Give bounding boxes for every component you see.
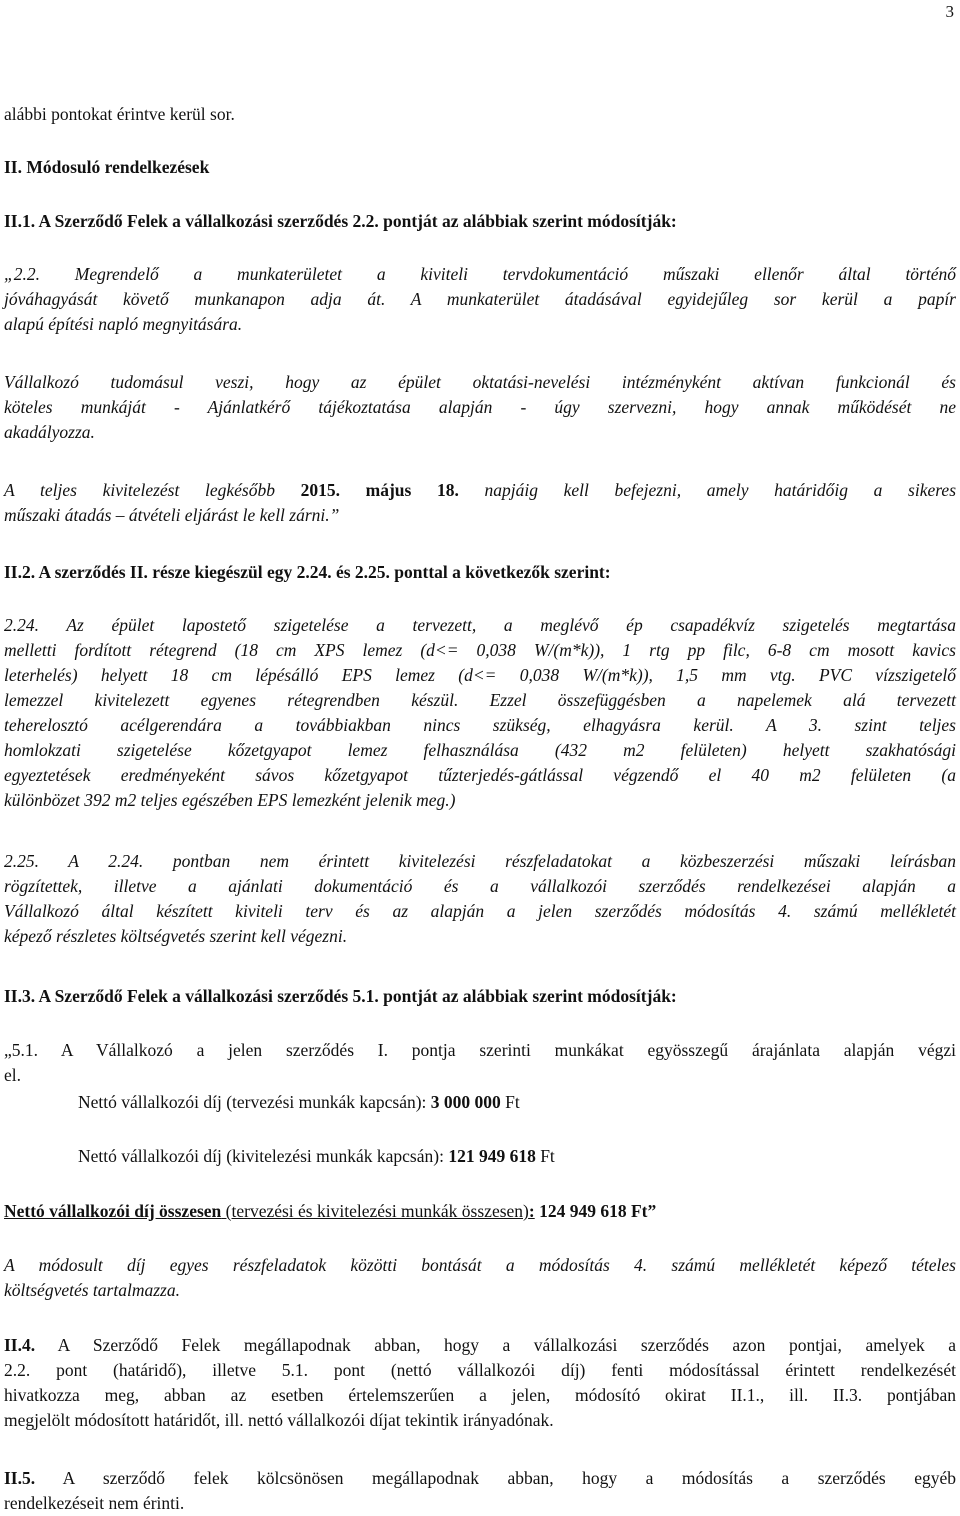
total-fee-line (4, 1199, 956, 1224)
deadline-pre: A teljes kivitelezést legkésőbb (4, 480, 301, 500)
paragraph-2-24 (4, 613, 956, 813)
paragraph-ii-4 (4, 1333, 956, 1433)
paragraph-line (4, 1466, 956, 1491)
paragraph-line: különbözet 392 m2 teljes egészében EPS lemezként jelenik meg.) (4, 790, 456, 810)
section-ii1-heading: II.1. A Szerződő Felek a vállalkozási szerződés 2.2. pontját az alábbiak szerint módosítják: (4, 211, 677, 231)
paragraph-line (4, 1333, 956, 1358)
intro-line: alábbi pontokat érintve kerül sor. (4, 104, 235, 124)
paragraph-line: egyeztetések eredményeként sávos kőzetgyapot tűzterjedés-gátlással végzendő el 40 m2 felületen (a (4, 765, 956, 785)
paragraph-line: rendelkezéseit nem érinti. (4, 1493, 185, 1513)
fee-design-line (4, 1090, 956, 1115)
paragraph-2-25 (4, 849, 956, 949)
ii4-text: A Szerződő Felek megállapodnak abban, hogy a vállalkozási szerződés azon pontjai, amelyek a (35, 1335, 956, 1355)
paragraph-line: megjelölt módosított határidőt, ill. nettó vállalkozói díjat tekintik irányadónak. (4, 1410, 554, 1430)
paragraph-2-2-line: jóváhagyását követő munkanapon adja át. A munkaterület átadásával egyidejűleg sor kerül a papír (4, 289, 956, 309)
page-number: 3 (945, 2, 954, 21)
paragraph-line: homlokzati szigetelése kőzetgyapot lemez felhasználása (432 m2 felületen) helyett szakhatósági (4, 740, 956, 760)
ii5-label: II.5. (4, 1468, 36, 1488)
total-colon: : (528, 1201, 535, 1221)
paragraph-line: akadályozza. (4, 422, 95, 442)
paragraph-line: köteles munkáját - Ajánlatkérő tájékoztatása alapján - úgy szervezni, hogy annak működését ne (4, 397, 956, 417)
fee-design-unit: Ft (500, 1092, 520, 1112)
paragraph-line: 2.2. pont (határidő), illetve 5.1. pont (nettó vállalkozói díj) fenti módosítással érintett rendelkezését (4, 1360, 956, 1380)
paragraph-line: Vállalkozó által készített kiviteli terv és az alapján a jelen szerződés módosítás 4. számú mellékletét (4, 901, 956, 921)
fee-build-unit: Ft (535, 1146, 555, 1166)
section-ii2-heading: II.2. A szerződés II. része kiegészül egy 2.24. és 2.25. ponttal a következők szerint: (4, 562, 611, 582)
paragraph-line: lemezzel kivitelezett egyenes rétegrendben készül. Ezzel összefüggésben a napelemek alá tervezett (4, 690, 956, 710)
paragraph-line: rögzítettek, illetve a ajánlati dokumentáció és a vállalkozói szerződés rendelkezései alapján a (4, 876, 956, 896)
paragraph-5-1 (4, 1038, 956, 1088)
fee-build-label: Nettó vállalkozói díj (kivitelezési munkák kapcsán): (78, 1146, 449, 1166)
paragraph-line: teherelosztó acélgerendára a továbbiakban nincs szükség, elhagyásra kerül. A 3. szint teljes (4, 715, 956, 735)
paragraph-modosult-dij (4, 1253, 956, 1303)
paragraph-line: Vállalkozó tudomásul veszi, hogy az épület oktatási-nevelési intézményként aktívan funkcionál és (4, 372, 956, 392)
paragraph-line: leterhelés) helyett 18 cm lépésálló EPS lemez (d<= 0,038 W/(m*k)), 1,5 mm vtg. PVC vízszigetelő (4, 665, 956, 685)
paragraph-vallalkozo (4, 370, 956, 445)
deadline-line: műszaki átadás – átvételi eljárást le kell zárni.” (4, 505, 340, 525)
paragraph-5-1-line: el. (4, 1065, 22, 1085)
fee-build-amount: 121 949 618 (448, 1146, 536, 1166)
paragraph-line: hivatkozza meg, abban az esetben értelemszerűen a jelen, módosító okirat II.1., ill. II.3. pontjában (4, 1385, 956, 1405)
fee-build-line (4, 1144, 956, 1169)
ii4-label: II.4. (4, 1335, 36, 1355)
paragraph-5-1-line: „5.1. A Vállalkozó a jelen szerződés I. pontja szerinti munkákat egyösszegű árajánlata alapján végzi (4, 1040, 956, 1060)
paragraph-ii-5 (4, 1466, 956, 1516)
paragraph-deadline (4, 478, 956, 528)
fee-design-label: Nettó vállalkozói díj (tervezési munkák kapcsán): (78, 1092, 431, 1112)
paragraph-line: költségvetés tartalmazza. (4, 1280, 180, 1300)
paragraph-2-2 (4, 262, 956, 337)
fee-design-amount: 3 000 000 (430, 1092, 501, 1112)
section-ii-heading: II. Módosuló rendelkezések (4, 157, 210, 177)
total-amount: 124 949 618 Ft” (534, 1201, 657, 1221)
total-label: Nettó vállalkozói díj összesen (4, 1201, 222, 1221)
paragraph-line: 2.24. Az épület lapostető szigetelése a tervezett, a meglévő ép csapadékvíz szigetelés megtartása (4, 615, 956, 635)
ii5-text: A szerződő felek kölcsönösen megállapodnak abban, hogy a módosítás a szerződés egyéb (35, 1468, 956, 1488)
paragraph-line: melletti fordított rétegrend (18 cm XPS lemez (d<= 0,038 W/(m*k)), 1 rtg pp filc, 6-8 cm mosott kavics (4, 640, 956, 660)
paragraph-2-2-line: „2.2. Megrendelő a munkaterületet a kiviteli tervdokumentáció műszaki ellenőr által történő (4, 264, 956, 284)
paragraph-line: képező részletes költségvetés szerint kell végezni. (4, 926, 348, 946)
total-paren: (tervezési és kivitelezési munkák összesen) (221, 1201, 529, 1221)
deadline-date: 2015. május 18. (300, 480, 459, 500)
deadline-post: napjáig kell befejezni, amely határidőig a sikeres (458, 480, 957, 500)
paragraph-line: 2.25. A 2.24. pontban nem érintett kivitelezési részfeladatokat a közbeszerzési műszaki leírásban (4, 851, 956, 871)
section-ii3-heading: II.3. A Szerződő Felek a vállalkozási szerződés 5.1. pontját az alábbiak szerint módosítják: (4, 986, 677, 1006)
paragraph-2-2-line: alapú építési napló megnyitására. (4, 314, 243, 334)
deadline-line (4, 478, 956, 503)
paragraph-line: A módosult díj egyes részfeladatok közötti bontását a módosítás 4. számú mellékletét képező tételes (4, 1255, 956, 1275)
